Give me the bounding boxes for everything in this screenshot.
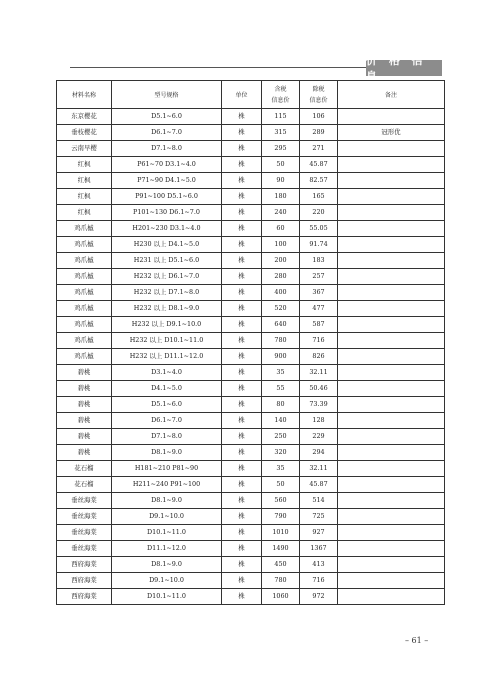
table-row <box>57 141 445 157</box>
cell-unit: 株 <box>222 413 262 429</box>
price-table <box>56 80 445 605</box>
cell-unit: 株 <box>222 317 262 333</box>
cell-material-name: 西府海棠 <box>57 589 112 605</box>
cell-unit: 株 <box>222 493 262 509</box>
cell-remark <box>338 141 445 157</box>
table-row <box>57 317 445 333</box>
table-row <box>57 253 445 269</box>
table-row <box>57 301 445 317</box>
cell-unit: 株 <box>222 333 262 349</box>
cell-unit: 株 <box>222 461 262 477</box>
cell-tax-incl-price: 50 <box>262 157 300 173</box>
cell-material-name: 云南早樱 <box>57 141 112 157</box>
cell-material-name: 花石榴 <box>57 477 112 493</box>
table-row <box>57 557 445 573</box>
cell-unit: 株 <box>222 109 262 125</box>
cell-tax-incl-price: 60 <box>262 221 300 237</box>
table-row <box>57 157 445 173</box>
cell-remark <box>338 413 445 429</box>
cell-unit: 株 <box>222 477 262 493</box>
table-row <box>57 573 445 589</box>
cell-tax-incl-price: 1060 <box>262 589 300 605</box>
cell-tax-excl-price: 82.57 <box>300 173 338 189</box>
cell-remark <box>338 157 445 173</box>
cell-material-name: 红枫 <box>57 173 112 189</box>
cell-spec: D10.1~11.0 <box>112 589 222 605</box>
cell-unit: 株 <box>222 173 262 189</box>
cell-tax-excl-price: 514 <box>300 493 338 509</box>
cell-unit: 株 <box>222 285 262 301</box>
cell-tax-incl-price: 115 <box>262 109 300 125</box>
cell-spec: D5.1~6.0 <box>112 397 222 413</box>
cell-material-name: 鸡爪槭 <box>57 301 112 317</box>
cell-tax-incl-price: 640 <box>262 317 300 333</box>
col-header-remark: 备注 <box>338 81 445 109</box>
table-row <box>57 365 445 381</box>
cell-tax-incl-price: 1490 <box>262 541 300 557</box>
cell-spec: H232 以上 D8.1~9.0 <box>112 301 222 317</box>
cell-remark <box>338 237 445 253</box>
cell-remark <box>338 557 445 573</box>
cell-spec: H211~240 P91~100 <box>112 477 222 493</box>
cell-remark <box>338 333 445 349</box>
cell-remark <box>338 365 445 381</box>
cell-remark <box>338 573 445 589</box>
cell-tax-excl-price: 32.11 <box>300 365 338 381</box>
cell-tax-excl-price: 45.87 <box>300 157 338 173</box>
table-row <box>57 461 445 477</box>
cell-tax-excl-price: 587 <box>300 317 338 333</box>
cell-remark <box>338 173 445 189</box>
cell-unit: 株 <box>222 445 262 461</box>
cell-remark <box>338 269 445 285</box>
page-number: – 61 – <box>405 636 429 645</box>
cell-spec: H232 以上 D11.1~12.0 <box>112 349 222 365</box>
cell-spec: H232 以上 D6.1~7.0 <box>112 269 222 285</box>
table-row <box>57 269 445 285</box>
cell-tax-incl-price: 280 <box>262 269 300 285</box>
table-row <box>57 173 445 189</box>
cell-tax-excl-price: 477 <box>300 301 338 317</box>
cell-tax-incl-price: 200 <box>262 253 300 269</box>
cell-material-name: 鸡爪槭 <box>57 269 112 285</box>
col-header-tax-excl <box>300 81 338 109</box>
cell-remark <box>338 589 445 605</box>
cell-material-name: 碧桃 <box>57 397 112 413</box>
cell-spec: D4.1~5.0 <box>112 381 222 397</box>
cell-tax-incl-price: 780 <box>262 333 300 349</box>
cell-tax-incl-price: 295 <box>262 141 300 157</box>
cell-spec: H232 以上 D10.1~11.0 <box>112 333 222 349</box>
cell-tax-incl-price: 80 <box>262 397 300 413</box>
cell-remark <box>338 189 445 205</box>
cell-remark <box>338 429 445 445</box>
cell-unit: 株 <box>222 157 262 173</box>
cell-tax-incl-price: 35 <box>262 461 300 477</box>
table-row <box>57 397 445 413</box>
cell-unit: 株 <box>222 573 262 589</box>
cell-spec: H231 以上 D5.1~6.0 <box>112 253 222 269</box>
cell-tax-incl-price: 250 <box>262 429 300 445</box>
cell-material-name: 垂丝海棠 <box>57 509 112 525</box>
cell-spec: D6.1~7.0 <box>112 125 222 141</box>
cell-tax-incl-price: 100 <box>262 237 300 253</box>
table-row <box>57 237 445 253</box>
table-row <box>57 333 445 349</box>
col-header-tax-incl-line2: 信息价 <box>271 96 290 104</box>
cell-tax-excl-price: 257 <box>300 269 338 285</box>
cell-tax-incl-price: 520 <box>262 301 300 317</box>
cell-spec: D8.1~9.0 <box>112 445 222 461</box>
cell-tax-excl-price: 725 <box>300 509 338 525</box>
table-row <box>57 285 445 301</box>
cell-tax-excl-price: 367 <box>300 285 338 301</box>
cell-material-name: 花石榴 <box>57 461 112 477</box>
cell-tax-incl-price: 55 <box>262 381 300 397</box>
cell-tax-excl-price: 183 <box>300 253 338 269</box>
cell-unit: 株 <box>222 125 262 141</box>
cell-unit: 株 <box>222 221 262 237</box>
cell-tax-excl-price: 50.46 <box>300 381 338 397</box>
cell-material-name: 碧桃 <box>57 413 112 429</box>
cell-tax-excl-price: 73.39 <box>300 397 338 413</box>
col-header-name: 材料名称 <box>57 81 112 109</box>
cell-unit: 株 <box>222 189 262 205</box>
cell-tax-excl-price: 826 <box>300 349 338 365</box>
col-header-unit: 单位 <box>222 81 262 109</box>
cell-remark <box>338 109 445 125</box>
cell-spec: D9.1~10.0 <box>112 573 222 589</box>
cell-unit: 株 <box>222 381 262 397</box>
cell-remark <box>338 509 445 525</box>
cell-tax-excl-price: 413 <box>300 557 338 573</box>
col-header-spec: 型号规格 <box>112 81 222 109</box>
cell-spec: P91~100 D5.1~6.0 <box>112 189 222 205</box>
cell-spec: P101~130 D6.1~7.0 <box>112 205 222 221</box>
cell-tax-excl-price: 91.74 <box>300 237 338 253</box>
col-header-tax-excl-line1: 除税 <box>312 85 325 93</box>
cell-material-name: 西府海棠 <box>57 557 112 573</box>
section-title: 价 格 信 息 <box>366 60 442 76</box>
cell-spec: D11.1~12.0 <box>112 541 222 557</box>
cell-material-name: 碧桃 <box>57 429 112 445</box>
cell-tax-incl-price: 780 <box>262 573 300 589</box>
cell-tax-incl-price: 560 <box>262 493 300 509</box>
cell-tax-incl-price: 400 <box>262 285 300 301</box>
cell-material-name: 碧桃 <box>57 381 112 397</box>
cell-unit: 株 <box>222 429 262 445</box>
cell-unit: 株 <box>222 365 262 381</box>
cell-unit: 株 <box>222 557 262 573</box>
cell-material-name: 碧桃 <box>57 445 112 461</box>
table-row <box>57 589 445 605</box>
table-row <box>57 541 445 557</box>
cell-tax-excl-price: 32.11 <box>300 461 338 477</box>
header-rule <box>70 67 366 68</box>
cell-spec: D10.1~11.0 <box>112 525 222 541</box>
cell-tax-excl-price: 927 <box>300 525 338 541</box>
cell-material-name: 西府海棠 <box>57 573 112 589</box>
cell-tax-excl-price: 45.87 <box>300 477 338 493</box>
cell-material-name: 垂丝海棠 <box>57 493 112 509</box>
cell-tax-excl-price: 229 <box>300 429 338 445</box>
cell-spec: P61~70 D3.1~4.0 <box>112 157 222 173</box>
cell-unit: 株 <box>222 141 262 157</box>
cell-tax-incl-price: 50 <box>262 477 300 493</box>
cell-remark <box>338 317 445 333</box>
table-row <box>57 349 445 365</box>
col-header-tax-incl-line1: 含税 <box>274 85 287 93</box>
cell-unit: 株 <box>222 349 262 365</box>
cell-tax-excl-price: 294 <box>300 445 338 461</box>
cell-unit: 株 <box>222 525 262 541</box>
cell-material-name: 鸡爪槭 <box>57 285 112 301</box>
cell-material-name: 红枫 <box>57 157 112 173</box>
cell-material-name: 红枫 <box>57 205 112 221</box>
cell-remark <box>338 205 445 221</box>
cell-remark <box>338 541 445 557</box>
cell-tax-excl-price: 220 <box>300 205 338 221</box>
cell-material-name: 鸡爪槭 <box>57 253 112 269</box>
cell-spec: H232 以上 D9.1~10.0 <box>112 317 222 333</box>
table-row <box>57 205 445 221</box>
cell-remark <box>338 301 445 317</box>
cell-tax-excl-price: 106 <box>300 109 338 125</box>
cell-remark <box>338 221 445 237</box>
table-header-row <box>57 81 445 109</box>
table-row <box>57 413 445 429</box>
cell-spec: H230 以上 D4.1~5.0 <box>112 237 222 253</box>
cell-material-name: 鸡爪槭 <box>57 237 112 253</box>
cell-remark <box>338 525 445 541</box>
cell-spec: D8.1~9.0 <box>112 493 222 509</box>
cell-tax-incl-price: 450 <box>262 557 300 573</box>
cell-material-name: 鸡爪槭 <box>57 317 112 333</box>
table-row <box>57 109 445 125</box>
cell-unit: 株 <box>222 589 262 605</box>
cell-tax-incl-price: 1010 <box>262 525 300 541</box>
cell-unit: 株 <box>222 253 262 269</box>
cell-remark: 冠形优 <box>338 125 445 141</box>
table-row <box>57 429 445 445</box>
cell-material-name: 垂枝樱花 <box>57 125 112 141</box>
cell-unit: 株 <box>222 541 262 557</box>
cell-spec: D8.1~9.0 <box>112 557 222 573</box>
col-header-tax-excl-line2: 信息价 <box>309 96 328 104</box>
table-row <box>57 477 445 493</box>
cell-remark <box>338 477 445 493</box>
cell-tax-excl-price: 128 <box>300 413 338 429</box>
cell-unit: 株 <box>222 237 262 253</box>
cell-remark <box>338 445 445 461</box>
table-row <box>57 445 445 461</box>
cell-tax-incl-price: 90 <box>262 173 300 189</box>
cell-remark <box>338 381 445 397</box>
cell-material-name: 垂丝海棠 <box>57 541 112 557</box>
cell-tax-excl-price: 289 <box>300 125 338 141</box>
cell-tax-excl-price: 716 <box>300 333 338 349</box>
cell-spec: H201~230 D3.1~4.0 <box>112 221 222 237</box>
cell-tax-excl-price: 55.05 <box>300 221 338 237</box>
cell-remark <box>338 397 445 413</box>
cell-tax-incl-price: 240 <box>262 205 300 221</box>
table-row <box>57 381 445 397</box>
cell-material-name: 鸡爪槭 <box>57 333 112 349</box>
cell-tax-incl-price: 315 <box>262 125 300 141</box>
cell-tax-incl-price: 140 <box>262 413 300 429</box>
cell-unit: 株 <box>222 301 262 317</box>
table-row <box>57 221 445 237</box>
table-row <box>57 125 445 141</box>
cell-tax-incl-price: 320 <box>262 445 300 461</box>
col-header-tax-incl <box>262 81 300 109</box>
table-body <box>57 109 445 605</box>
cell-material-name: 红枫 <box>57 189 112 205</box>
cell-unit: 株 <box>222 269 262 285</box>
cell-remark <box>338 285 445 301</box>
cell-spec: H232 以上 D7.1~8.0 <box>112 285 222 301</box>
cell-material-name: 垂丝海棠 <box>57 525 112 541</box>
cell-spec: D3.1~4.0 <box>112 365 222 381</box>
cell-tax-incl-price: 900 <box>262 349 300 365</box>
cell-remark <box>338 349 445 365</box>
table-row <box>57 493 445 509</box>
cell-tax-excl-price: 165 <box>300 189 338 205</box>
cell-material-name: 鸡爪槭 <box>57 221 112 237</box>
cell-spec: H181~210 P81~90 <box>112 461 222 477</box>
cell-tax-excl-price: 1367 <box>300 541 338 557</box>
cell-remark <box>338 461 445 477</box>
cell-spec: D5.1~6.0 <box>112 109 222 125</box>
cell-remark <box>338 253 445 269</box>
table-row <box>57 525 445 541</box>
cell-spec: P71~90 D4.1~5.0 <box>112 173 222 189</box>
cell-material-name: 碧桃 <box>57 365 112 381</box>
table-row <box>57 189 445 205</box>
cell-tax-incl-price: 180 <box>262 189 300 205</box>
cell-tax-incl-price: 35 <box>262 365 300 381</box>
cell-tax-incl-price: 790 <box>262 509 300 525</box>
table-row <box>57 509 445 525</box>
cell-tax-excl-price: 716 <box>300 573 338 589</box>
cell-material-name: 鸡爪槭 <box>57 349 112 365</box>
cell-tax-excl-price: 972 <box>300 589 338 605</box>
cell-spec: D6.1~7.0 <box>112 413 222 429</box>
cell-unit: 株 <box>222 397 262 413</box>
cell-spec: D9.1~10.0 <box>112 509 222 525</box>
cell-tax-excl-price: 271 <box>300 141 338 157</box>
cell-remark <box>338 493 445 509</box>
cell-spec: D7.1~8.0 <box>112 429 222 445</box>
cell-unit: 株 <box>222 205 262 221</box>
cell-spec: D7.1~8.0 <box>112 141 222 157</box>
cell-unit: 株 <box>222 509 262 525</box>
cell-material-name: 东京樱花 <box>57 109 112 125</box>
